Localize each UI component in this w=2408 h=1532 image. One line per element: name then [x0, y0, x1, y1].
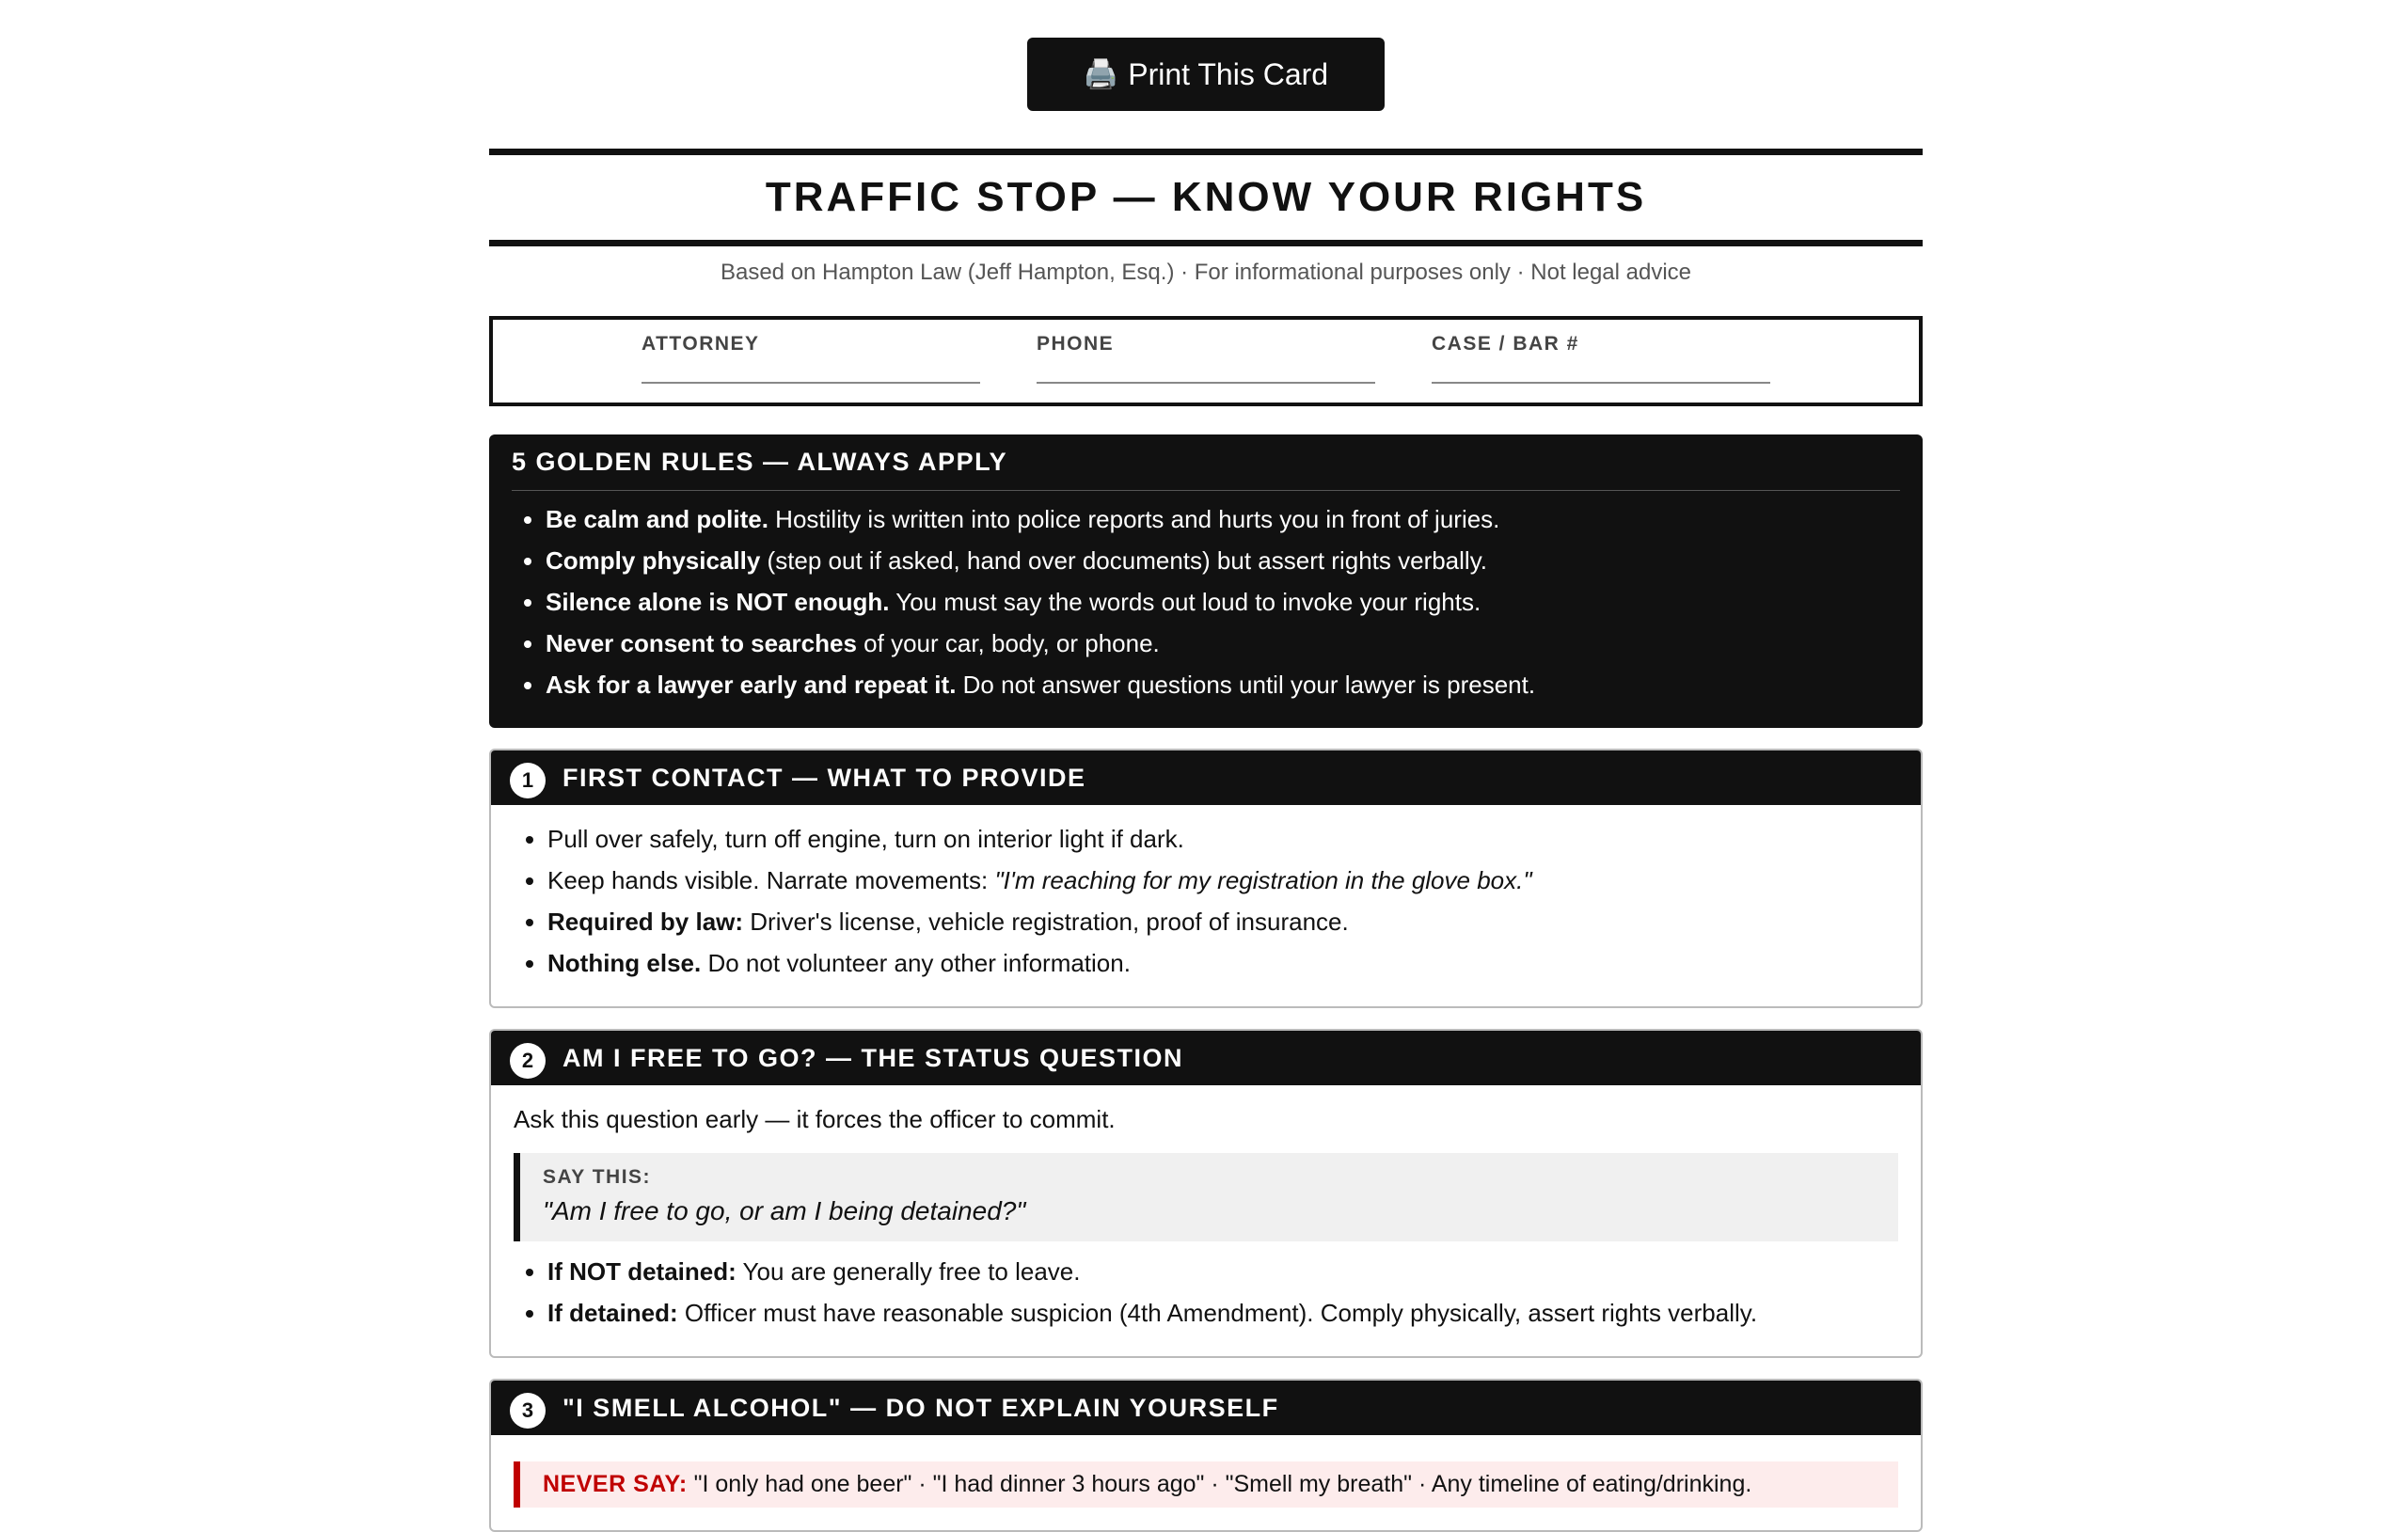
- rule-bold: Ask for a lawyer early and repeat it.: [546, 671, 957, 699]
- item-bold: If detained:: [547, 1299, 678, 1327]
- case-bar-field[interactable]: [1432, 333, 1770, 403]
- never-say-label: NEVER SAY:: [543, 1471, 688, 1497]
- attorney-label: ATTORNEY: [642, 333, 760, 355]
- section-first-contact: [489, 749, 1923, 1008]
- item-quote: "I'm reaching for my registration in the glove box.": [994, 866, 1532, 894]
- attorney-info-box: [489, 316, 1923, 406]
- never-say-text: "I only had one beer" · "I had dinner 3 hours ago" · "Smell my breath" · Any timeline of eating/drinking.: [687, 1471, 1752, 1497]
- item-bold: Nothing else.: [547, 949, 702, 977]
- section-header: [491, 1031, 1921, 1085]
- list-item: [547, 1251, 1898, 1292]
- item-text: You are generally free to leave.: [736, 1257, 1081, 1286]
- rule-text: You must say the words out loud to invoke your rights.: [889, 588, 1481, 616]
- section-status-question: [489, 1029, 1923, 1358]
- say-this-quote: "Am I free to go, or am I being detained?": [543, 1196, 1026, 1225]
- list-item: [547, 942, 1898, 984]
- section-list: [514, 818, 1898, 984]
- list-item: [546, 540, 1900, 581]
- rights-card: [489, 0, 1923, 1532]
- section-header: [491, 1381, 1921, 1435]
- phone-line: [1037, 382, 1375, 384]
- print-button[interactable]: [1027, 38, 1385, 111]
- case-bar-line: [1432, 382, 1770, 384]
- section-number-badge: 3: [510, 1393, 546, 1429]
- printer-icon: 🖨️: [1083, 58, 1119, 90]
- list-item: [546, 581, 1900, 623]
- list-item: [546, 623, 1900, 664]
- print-area: [489, 0, 1923, 111]
- rule-text: Do not answer questions until your lawyer is present.: [956, 671, 1536, 699]
- attorney-line: [642, 382, 980, 384]
- golden-rules-heading: 5 GOLDEN RULES — ALWAYS APPLY: [512, 448, 1900, 491]
- section-intro: Ask this question early — it forces the officer to commit.: [514, 1105, 1116, 1133]
- title-bar: [489, 149, 1923, 246]
- section-body: [491, 1435, 1921, 1530]
- case-bar-label: CASE / BAR #: [1432, 333, 1579, 355]
- rule-text: (step out if asked, hand over documents) but assert rights verbally.: [760, 546, 1487, 575]
- section-list: [514, 1251, 1898, 1334]
- item-text: Keep hands visible. Narrate movements:: [547, 866, 995, 894]
- list-item: [547, 818, 1898, 860]
- attorney-field[interactable]: [642, 333, 980, 403]
- item-bold: Required by law:: [547, 908, 744, 936]
- phone-field[interactable]: [1037, 333, 1375, 403]
- rule-bold: Be calm and polite.: [546, 505, 768, 533]
- section-title: "I SMELL ALCOHOL" — DO NOT EXPLAIN YOURSELF: [562, 1393, 1279, 1422]
- rule-bold: Never consent to searches: [546, 629, 857, 657]
- section-header: [491, 750, 1921, 805]
- list-item: [547, 860, 1898, 901]
- golden-rules-list: [512, 498, 1900, 705]
- say-this-box: [514, 1153, 1898, 1241]
- never-say-box: [514, 1461, 1898, 1508]
- list-item: [547, 1292, 1898, 1334]
- list-item: [547, 901, 1898, 942]
- item-bold: If NOT detained:: [547, 1257, 737, 1286]
- section-body: [491, 1085, 1921, 1356]
- say-this-label: SAY THIS:: [543, 1166, 652, 1188]
- rule-text: of your car, body, or phone.: [856, 629, 1160, 657]
- print-button-label: Print This Card: [1128, 56, 1329, 91]
- item-text: Driver's license, vehicle registration, proof of insurance.: [743, 908, 1349, 936]
- golden-rules-panel: [489, 434, 1923, 728]
- page-title: TRAFFIC STOP — KNOW YOUR RIGHTS: [765, 174, 1647, 220]
- section-number-badge: 1: [510, 763, 546, 798]
- rule-text: Hostility is written into police reports and hurts you in front of juries.: [768, 505, 1500, 533]
- section-title: AM I FREE TO GO? — THE STATUS QUESTION: [562, 1043, 1184, 1072]
- section-body: [491, 805, 1921, 1006]
- section-number-badge: 2: [510, 1043, 546, 1079]
- disclaimer: Based on Hampton Law (Jeff Hampton, Esq.) · For informational purposes only · Not legal advice: [720, 260, 1692, 285]
- section-title: FIRST CONTACT — WHAT TO PROVIDE: [562, 763, 1086, 792]
- phone-label: PHONE: [1037, 333, 1115, 355]
- item-text: Officer must have reasonable suspicion (4th Amendment). Comply physically, assert rights verbally.: [677, 1299, 1758, 1327]
- rule-bold: Silence alone is NOT enough.: [546, 588, 890, 616]
- item-text: Pull over safely, turn off engine, turn on interior light if dark.: [547, 825, 1184, 853]
- rule-bold: Comply physically: [546, 546, 761, 575]
- item-text: Do not volunteer any other information.: [701, 949, 1131, 977]
- list-item: [546, 664, 1900, 705]
- list-item: [546, 498, 1900, 540]
- section-alcohol: [489, 1379, 1923, 1532]
